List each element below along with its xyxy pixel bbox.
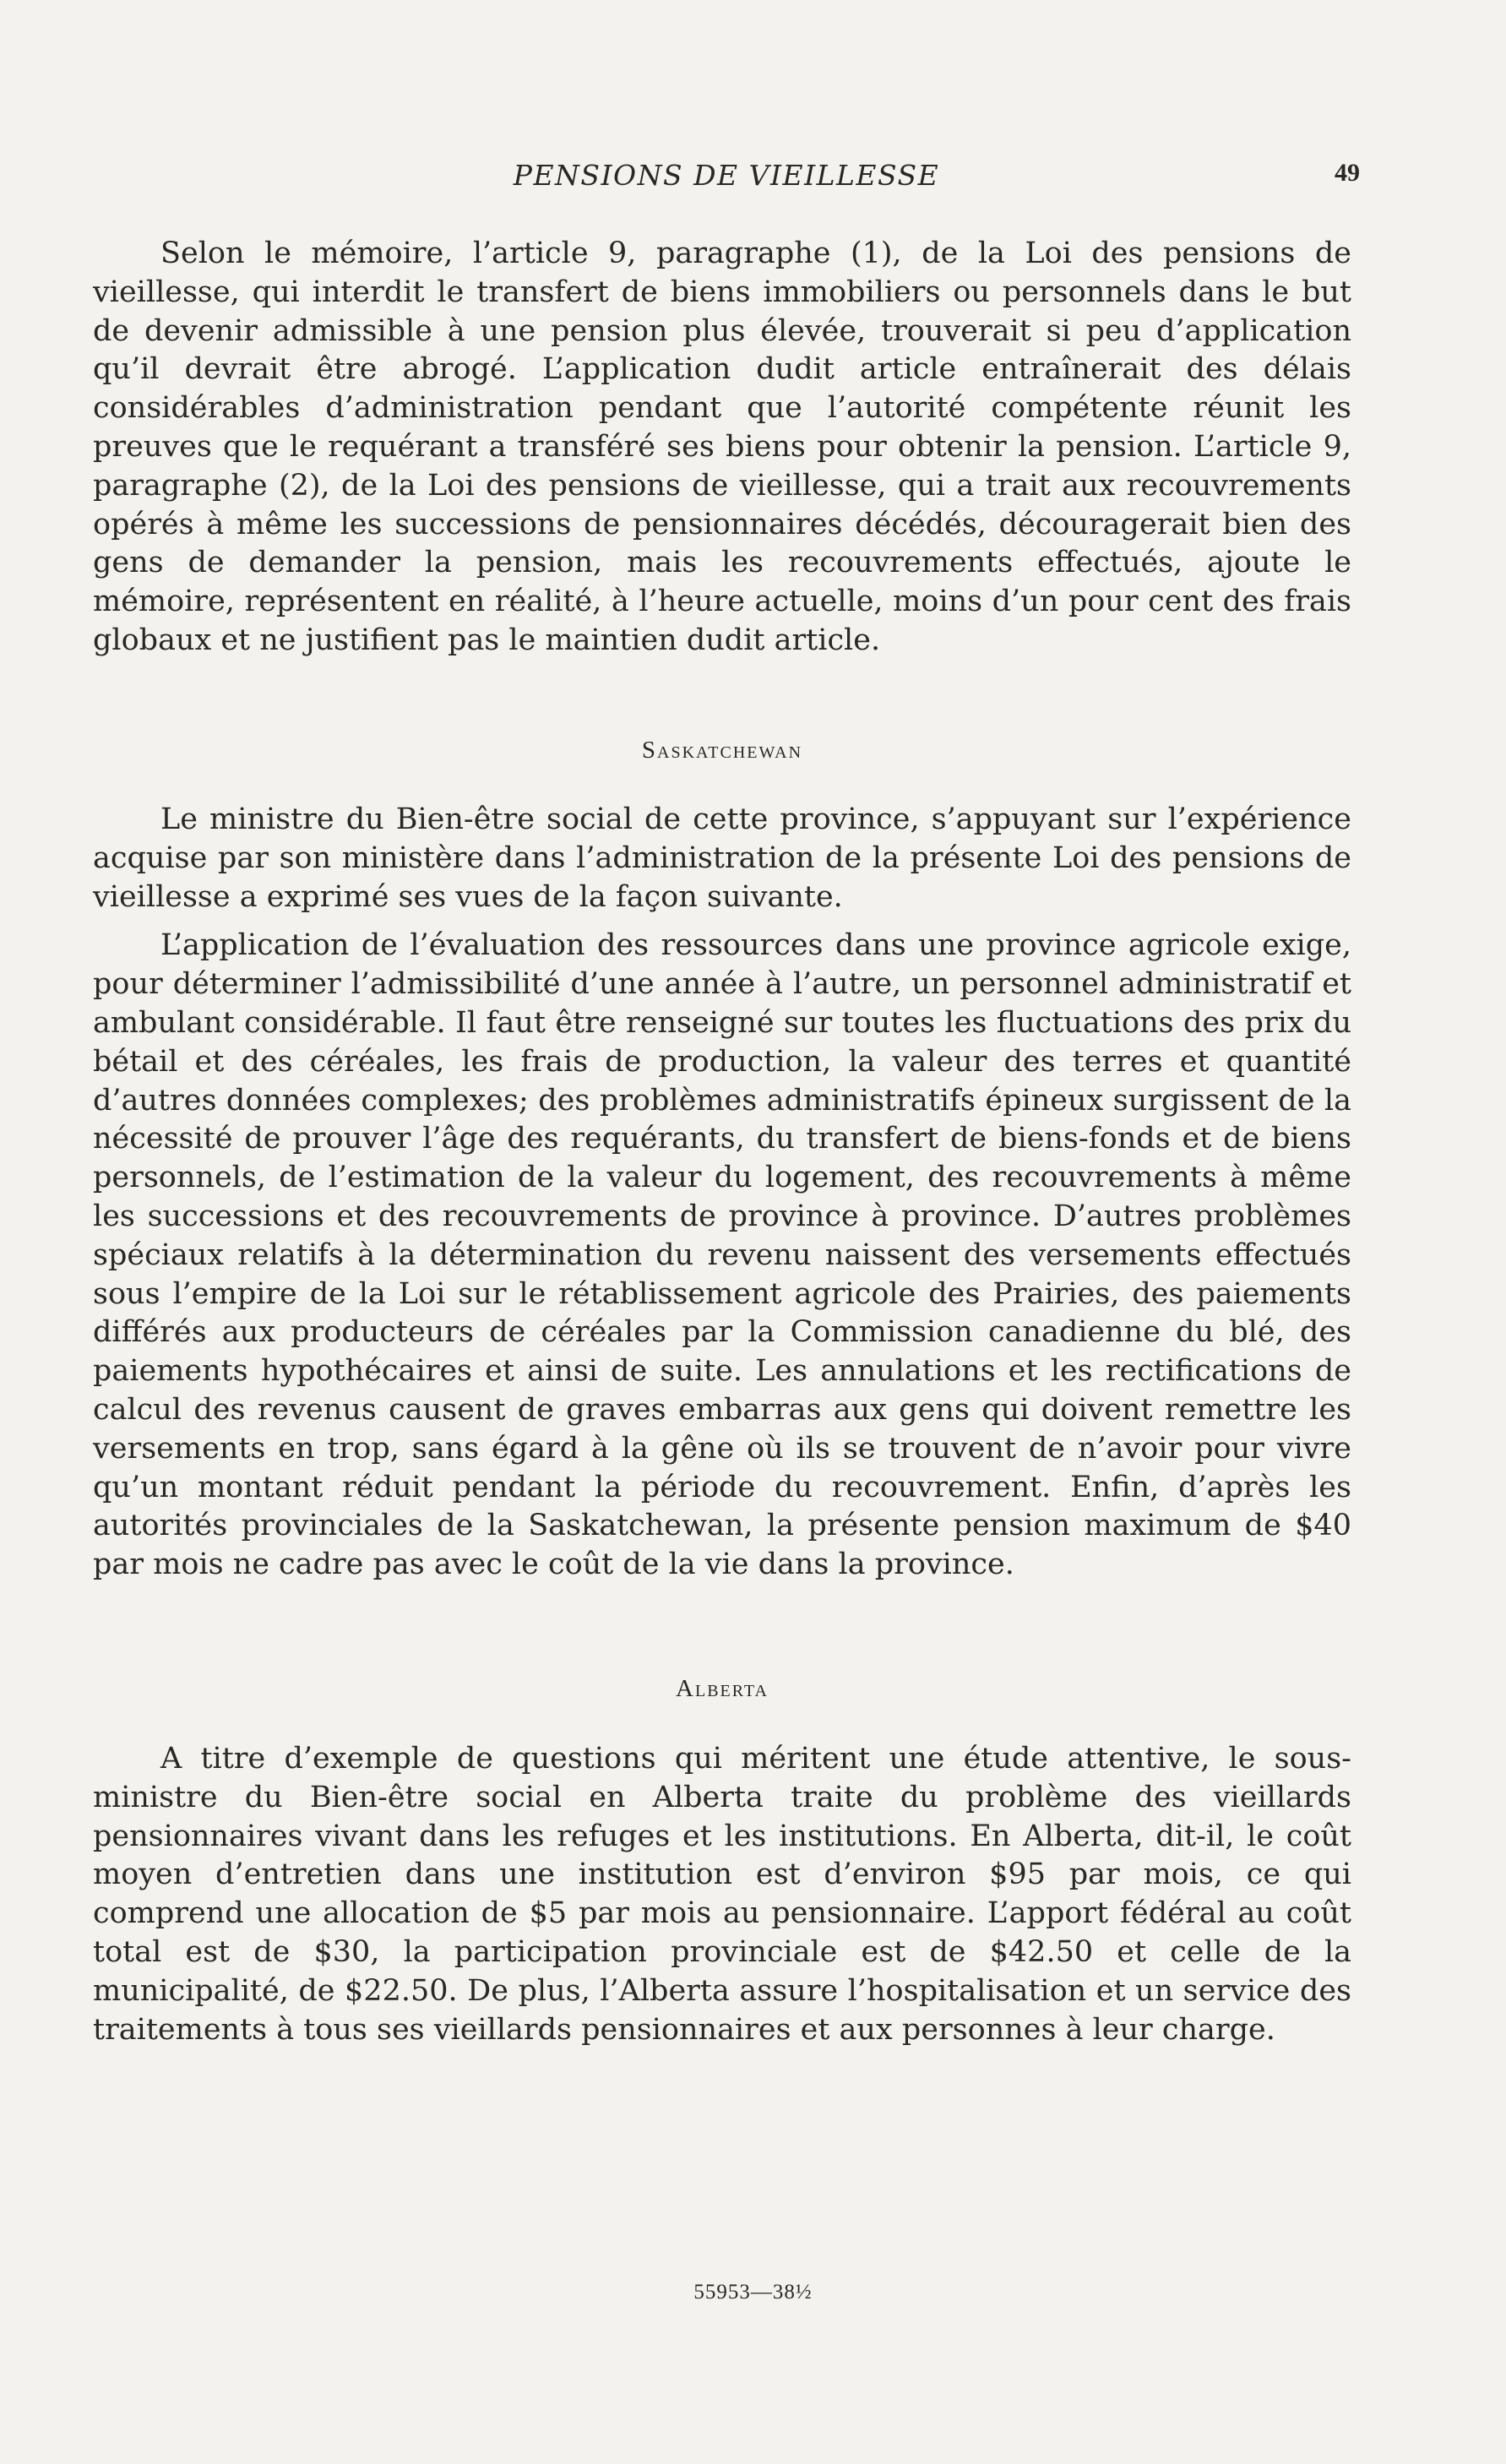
alberta-section bbox=[93, 1740, 1351, 2049]
footer-print-code: 55953—38½ bbox=[693, 2281, 813, 2304]
alberta-heading: Alberta bbox=[676, 1675, 769, 1702]
running-header bbox=[93, 159, 1360, 201]
running-title: PENSIONS DE VIEILLESSE bbox=[513, 159, 940, 192]
alberta-paragraph: A titre d’exemple de questions qui méritent une étude attentive, le sous-ministre du Bien-être social en Alberta traite du problème des vieillards pensionnaires vivant dans les refuges et les institutions. En Alberta, dit-il, le coût moyen d’entretien dans une institution est d’environ $95 par mois, ce qui comprend une allocation de $5 par mois au pensionnaire. L’apport fédéral au coût total est de $30, la participation provinciale est de $42.50 et celle de la municipalité, de $22.50. De plus, l’Alberta assure l’hospitalisation et un service des traitements à tous ses vieillards pensionnaires et aux personnes à leur charge. bbox=[93, 1742, 1351, 2047]
intro-section bbox=[93, 235, 1351, 661]
intro-paragraph: Selon le mémoire, l’article 9, paragraphe (1), de la Loi des pensions de vieillesse, qui interdit le transfert de biens immobiliers ou personnels dans le but de devenir admissible à une pension plus élevée, trouverait si peu d’application qu’il devrait être abrogé. L’application dudit article entraînerait des délais considérables d’administration pendant que l’autorité compétente réunit les preuves que le requérant a transféré ses biens pour obtenir la pension. L’article 9, paragraphe (2), de la Loi des pensions de vieillesse, qui a trait aux recouvrements opérés à même les successions de pensionnaires décédés, découragerait bien des gens de demander la pension, mais les recouvrements effectués, ajoute le mémoire, représentent en réalité, à l’heure actuelle, moins d’un pour cent des frais globaux et ne justifient pas le maintien dudit article. bbox=[93, 237, 1351, 657]
saskatchewan-paragraph-1: Le ministre du Bien-être social de cette province, s’appuyant sur l’expérience acquise par son ministère dans l’administration de la présente Loi des pensions de vieillesse a exprimé ses vues de la façon suivante. bbox=[93, 802, 1351, 914]
saskatchewan-section bbox=[93, 801, 1351, 1585]
saskatchewan-paragraph-2: L’application de l’évaluation des ressources dans une province agricole exige, pour déterminer l’admissibilité d’une année à l’autre, un personnel administratif et ambulant considérable. Il faut être renseigné sur toutes les fluctuations des prix du bétail et des céréales, les frais de production, la valeur des terres et quantité d’autres données complexes; des problèmes administratifs épineux surgissent de la nécessité de prouver l’âge des requérants, du transfert de biens-fonds et de biens personnels, de l’estimation de la valeur du logement, des recouvrements à même les successions et des recouvrements de province à province. D’autres problèmes spéciaux relatifs à la détermination du revenu naissent des versements effectués sous l’empire de la Loi sur le rétablissement agricole des Prairies, des paiements différés aux producteurs de céréales par la Commission canadienne du blé, des paiements hypothécaires et ainsi de suite. Les annulations et les rectifications de calcul des revenus causent de graves embarras aux gens qui doivent remettre les versements en trop, sans égard à la gêne où ils se trouvent de n’avoir pour vivre qu’un montant réduit pendant la période du recouvrement. Enfin, d’après les autorités provinciales de la Saskatchewan, la présente pension maximum de $40 par mois ne cadre pas avec le coût de la vie dans la province. bbox=[93, 928, 1351, 1582]
saskatchewan-heading: Saskatchewan bbox=[641, 737, 803, 764]
page-number: 49 bbox=[1335, 159, 1360, 187]
